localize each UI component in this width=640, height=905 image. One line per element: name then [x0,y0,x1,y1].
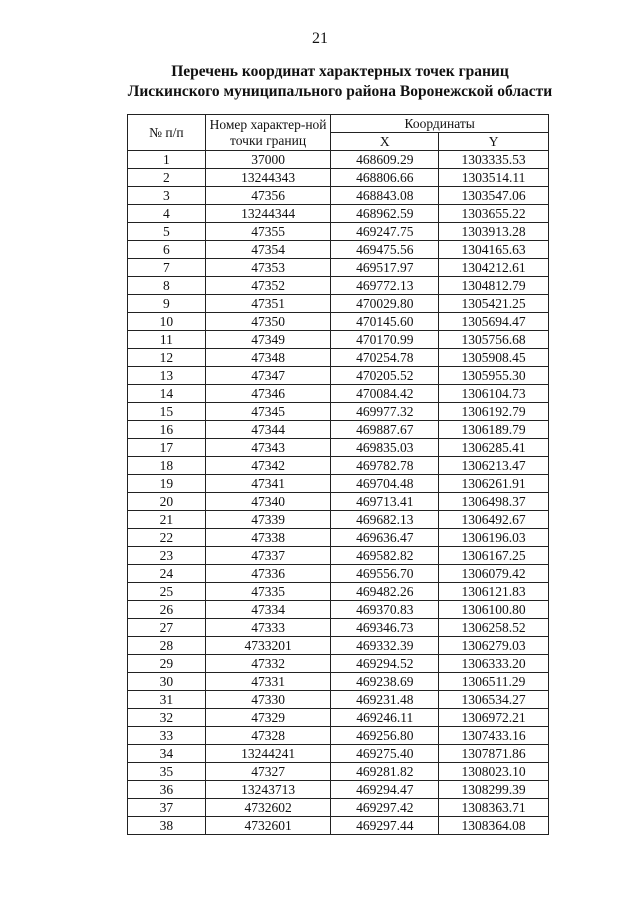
y-coordinate-cell: 1303514.11 [439,169,549,187]
table-row [128,349,549,367]
point-number-cell: 47351 [205,295,331,313]
point-number-cell: 37000 [205,151,331,169]
y-coordinate-cell: 1306079.42 [439,565,549,583]
x-coordinate-cell: 469582.82 [331,547,439,565]
x-coordinate-cell: 469636.47 [331,529,439,547]
row-number-cell: 33 [128,727,206,745]
header-coords: Координаты [331,115,549,133]
y-coordinate-cell: 1306213.47 [439,457,549,475]
x-coordinate-cell: 469297.42 [331,799,439,817]
row-number-cell: 17 [128,439,206,457]
x-coordinate-cell: 469835.03 [331,439,439,457]
y-coordinate-cell: 1306972.21 [439,709,549,727]
x-coordinate-cell: 470205.52 [331,367,439,385]
row-number-cell: 13 [128,367,206,385]
x-coordinate-cell: 469713.41 [331,493,439,511]
y-coordinate-cell: 1308299.39 [439,781,549,799]
table-row [128,295,549,313]
row-number-cell: 31 [128,691,206,709]
y-coordinate-cell: 1306498.37 [439,493,549,511]
point-number-cell: 47337 [205,547,331,565]
point-number-cell: 47345 [205,403,331,421]
point-number-cell: 47339 [205,511,331,529]
table-body [128,151,549,835]
y-coordinate-cell: 1306285.41 [439,439,549,457]
row-number-cell: 29 [128,655,206,673]
row-number-cell: 3 [128,187,206,205]
table-row [128,619,549,637]
y-coordinate-cell: 1306167.25 [439,547,549,565]
table-row [128,187,549,205]
title-line-2: Лискинского муниципального района Воронежской области [127,83,553,100]
table-row [128,277,549,295]
table-row [128,385,549,403]
header-point: Номер характер-ной точки границ [205,115,331,151]
table-row [128,529,549,547]
point-number-cell: 47355 [205,223,331,241]
point-number-cell: 47328 [205,727,331,745]
x-coordinate-cell: 469294.47 [331,781,439,799]
row-number-cell: 37 [128,799,206,817]
point-number-cell: 47333 [205,619,331,637]
point-number-cell: 47335 [205,583,331,601]
row-number-cell: 25 [128,583,206,601]
table-row [128,637,549,655]
table-row [128,367,549,385]
row-number-cell: 19 [128,475,206,493]
point-number-cell: 47340 [205,493,331,511]
point-number-cell: 47349 [205,331,331,349]
x-coordinate-cell: 469246.11 [331,709,439,727]
table-row [128,223,549,241]
x-coordinate-cell: 469238.69 [331,673,439,691]
x-coordinate-cell: 469556.70 [331,565,439,583]
table-row [128,475,549,493]
x-coordinate-cell: 469256.80 [331,727,439,745]
x-coordinate-cell: 469475.56 [331,241,439,259]
row-number-cell: 32 [128,709,206,727]
x-coordinate-cell: 469682.13 [331,511,439,529]
row-number-cell: 22 [128,529,206,547]
y-coordinate-cell: 1308023.10 [439,763,549,781]
y-coordinate-cell: 1306534.27 [439,691,549,709]
row-number-cell: 24 [128,565,206,583]
table-row [128,421,549,439]
header-y: Y [439,133,549,151]
table-row [128,241,549,259]
table-row [128,151,549,169]
y-coordinate-cell: 1306511.29 [439,673,549,691]
x-coordinate-cell: 469231.48 [331,691,439,709]
point-number-cell: 47341 [205,475,331,493]
table-row [128,601,549,619]
table-row [128,403,549,421]
y-coordinate-cell: 1306261.91 [439,475,549,493]
point-number-cell: 13244344 [205,205,331,223]
y-coordinate-cell: 1307433.16 [439,727,549,745]
point-number-cell: 13243713 [205,781,331,799]
coordinates-table [127,114,549,835]
y-coordinate-cell: 1303335.53 [439,151,549,169]
table-row [128,799,549,817]
y-coordinate-cell: 1305955.30 [439,367,549,385]
x-coordinate-cell: 469772.13 [331,277,439,295]
row-number-cell: 2 [128,169,206,187]
y-coordinate-cell: 1303547.06 [439,187,549,205]
row-number-cell: 28 [128,637,206,655]
table-row [128,745,549,763]
y-coordinate-cell: 1306189.79 [439,421,549,439]
row-number-cell: 15 [128,403,206,421]
point-number-cell: 47329 [205,709,331,727]
x-coordinate-cell: 470029.80 [331,295,439,313]
x-coordinate-cell: 470170.99 [331,331,439,349]
y-coordinate-cell: 1306279.03 [439,637,549,655]
row-number-cell: 9 [128,295,206,313]
table-row [128,709,549,727]
row-number-cell: 11 [128,331,206,349]
point-number-cell: 47353 [205,259,331,277]
y-coordinate-cell: 1306121.83 [439,583,549,601]
table-row [128,331,549,349]
table-row [128,259,549,277]
point-number-cell: 47342 [205,457,331,475]
y-coordinate-cell: 1304165.63 [439,241,549,259]
row-number-cell: 27 [128,619,206,637]
x-coordinate-cell: 469704.48 [331,475,439,493]
header-num: № п/п [128,115,206,151]
row-number-cell: 20 [128,493,206,511]
table-row [128,673,549,691]
x-coordinate-cell: 469977.32 [331,403,439,421]
row-number-cell: 1 [128,151,206,169]
point-number-cell: 47348 [205,349,331,367]
point-number-cell: 47350 [205,313,331,331]
table-header [128,115,549,151]
point-number-cell: 47338 [205,529,331,547]
y-coordinate-cell: 1306492.67 [439,511,549,529]
x-coordinate-cell: 469346.73 [331,619,439,637]
row-number-cell: 5 [128,223,206,241]
table-row [128,169,549,187]
table-row [128,511,549,529]
row-number-cell: 30 [128,673,206,691]
y-coordinate-cell: 1306196.03 [439,529,549,547]
y-coordinate-cell: 1303913.28 [439,223,549,241]
x-coordinate-cell: 469482.26 [331,583,439,601]
y-coordinate-cell: 1306333.20 [439,655,549,673]
point-number-cell: 47332 [205,655,331,673]
x-coordinate-cell: 469297.44 [331,817,439,835]
row-number-cell: 12 [128,349,206,367]
point-number-cell: 47343 [205,439,331,457]
row-number-cell: 6 [128,241,206,259]
x-coordinate-cell: 469517.97 [331,259,439,277]
table-row [128,547,549,565]
x-coordinate-cell: 469332.39 [331,637,439,655]
y-coordinate-cell: 1305694.47 [439,313,549,331]
point-number-cell: 47334 [205,601,331,619]
table-row [128,655,549,673]
row-number-cell: 16 [128,421,206,439]
y-coordinate-cell: 1307871.86 [439,745,549,763]
point-number-cell: 47347 [205,367,331,385]
table-row [128,313,549,331]
y-coordinate-cell: 1305756.68 [439,331,549,349]
x-coordinate-cell: 469370.83 [331,601,439,619]
x-coordinate-cell: 470084.42 [331,385,439,403]
point-number-cell: 47346 [205,385,331,403]
table-row [128,763,549,781]
row-number-cell: 26 [128,601,206,619]
table-row [128,727,549,745]
point-number-cell: 4732601 [205,817,331,835]
row-number-cell: 36 [128,781,206,799]
point-number-cell: 47344 [205,421,331,439]
y-coordinate-cell: 1304212.61 [439,259,549,277]
y-coordinate-cell: 1306258.52 [439,619,549,637]
x-coordinate-cell: 469294.52 [331,655,439,673]
x-coordinate-cell: 470254.78 [331,349,439,367]
x-coordinate-cell: 468806.66 [331,169,439,187]
table-row [128,439,549,457]
y-coordinate-cell: 1305421.25 [439,295,549,313]
point-number-cell: 47352 [205,277,331,295]
y-coordinate-cell: 1306192.79 [439,403,549,421]
row-number-cell: 35 [128,763,206,781]
point-number-cell: 47354 [205,241,331,259]
page-number: 21 [312,30,328,47]
table-row [128,691,549,709]
point-number-cell: 13244343 [205,169,331,187]
x-coordinate-cell: 468843.08 [331,187,439,205]
table-row [128,583,549,601]
row-number-cell: 7 [128,259,206,277]
y-coordinate-cell: 1303655.22 [439,205,549,223]
row-number-cell: 4 [128,205,206,223]
x-coordinate-cell: 469281.82 [331,763,439,781]
row-number-cell: 23 [128,547,206,565]
title-line-1: Перечень координат характерных точек границ [171,63,509,80]
point-number-cell: 47330 [205,691,331,709]
point-number-cell: 4733201 [205,637,331,655]
x-coordinate-cell: 469247.75 [331,223,439,241]
document-title [0,62,640,102]
row-number-cell: 18 [128,457,206,475]
table-row [128,565,549,583]
y-coordinate-cell: 1308363.71 [439,799,549,817]
x-coordinate-cell: 470145.60 [331,313,439,331]
point-number-cell: 47327 [205,763,331,781]
point-number-cell: 47336 [205,565,331,583]
point-number-cell: 4732602 [205,799,331,817]
row-number-cell: 34 [128,745,206,763]
point-number-cell: 47356 [205,187,331,205]
x-coordinate-cell: 468609.29 [331,151,439,169]
table-row [128,817,549,835]
row-number-cell: 10 [128,313,206,331]
point-number-cell: 13244241 [205,745,331,763]
point-number-cell: 47331 [205,673,331,691]
header-x: X [331,133,439,151]
y-coordinate-cell: 1306100.80 [439,601,549,619]
row-number-cell: 14 [128,385,206,403]
y-coordinate-cell: 1308364.08 [439,817,549,835]
y-coordinate-cell: 1304812.79 [439,277,549,295]
row-number-cell: 38 [128,817,206,835]
x-coordinate-cell: 469887.67 [331,421,439,439]
table-row [128,205,549,223]
table-row [128,781,549,799]
y-coordinate-cell: 1305908.45 [439,349,549,367]
y-coordinate-cell: 1306104.73 [439,385,549,403]
x-coordinate-cell: 468962.59 [331,205,439,223]
row-number-cell: 21 [128,511,206,529]
table-row [128,493,549,511]
table-row [128,457,549,475]
x-coordinate-cell: 469782.78 [331,457,439,475]
x-coordinate-cell: 469275.40 [331,745,439,763]
row-number-cell: 8 [128,277,206,295]
